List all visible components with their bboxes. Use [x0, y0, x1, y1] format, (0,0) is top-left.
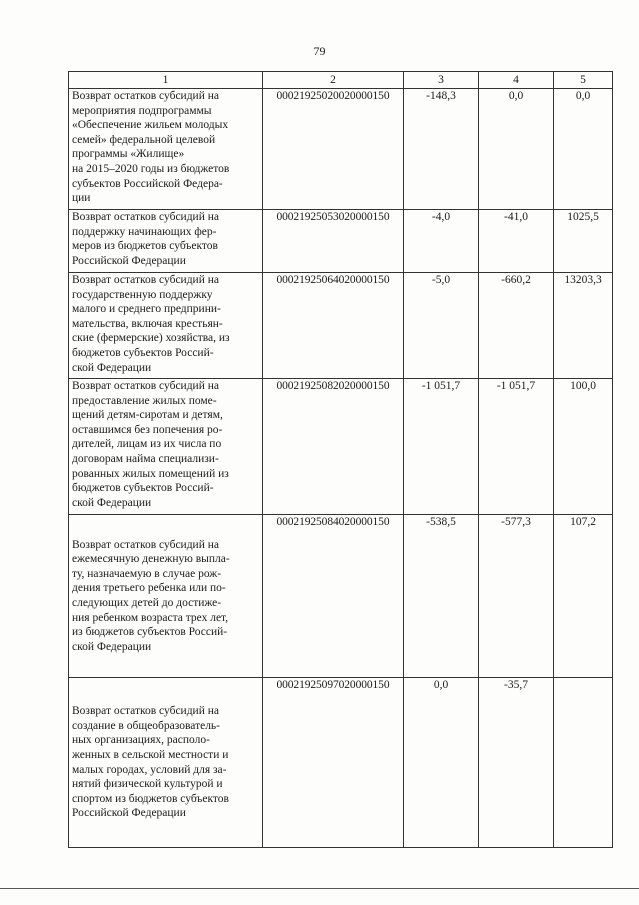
- column-header-5: 5: [554, 72, 613, 89]
- row-code: 00021925097020000150: [263, 678, 404, 848]
- column-header-4: 4: [479, 72, 554, 89]
- column-header-3: 3: [404, 72, 479, 89]
- row-description-text: Возврат остатков субсидий на поддержку начинающих фер- меров из бюджетов субъектов Российской Федерации: [72, 211, 220, 267]
- row-code: 00021925064020000150: [263, 273, 404, 379]
- row-description: [69, 515, 263, 678]
- row-code: 00021925053020000150: [263, 210, 404, 273]
- row-description: [69, 210, 263, 273]
- row-col5: 107,2: [554, 515, 613, 678]
- row-col3: -5,0: [404, 273, 479, 379]
- column-header-2: 2: [263, 72, 404, 89]
- row-col3: 0,0: [404, 678, 479, 848]
- row-description: [69, 379, 263, 515]
- row-description-text: Возврат остатков субсидий на государственную поддержку малого и среднего предприни- мательства, включая крестьян- ские (фермерские) хозяйства, из бюджетов субъектов Россий- ской Федерации: [72, 274, 230, 374]
- row-description: [69, 273, 263, 379]
- bottom-rule: [0, 888, 639, 889]
- table-row: [69, 515, 613, 678]
- row-col5: 1025,5: [554, 210, 613, 273]
- row-col5: 13203,3: [554, 273, 613, 379]
- table-body: [69, 89, 613, 848]
- row-description-text: Возврат остатков субсидий на ежемесячную денежную выпла- ту, назначаемую в случае рож- дения третьего ребенка или по- следующих детей до достиже- ния ребенком возраста трех лет, из бюджетов субъектов Россий- ской Федерации: [72, 538, 230, 653]
- column-header-1: 1: [69, 72, 263, 89]
- row-description: [69, 89, 263, 210]
- page-number: 79: [313, 44, 326, 58]
- row-description-text: Возврат остатков субсидий на предоставление жилых поме- щений детям-сиротам и детям, оставшимся без попечения ро- дителей, лицам из их числа по договорам найма специализи- рованных жилых помещений из бюджетов субъектов Россий- ской Федерации: [72, 380, 229, 509]
- row-code: 00021925020020000150: [263, 89, 404, 210]
- table-header: [69, 72, 613, 89]
- row-col4: -577,3: [479, 515, 554, 678]
- row-col5: 100,0: [554, 379, 613, 515]
- row-col4: -41,0: [479, 210, 554, 273]
- table-row: [69, 89, 613, 210]
- table-row: [69, 210, 613, 273]
- row-description: [69, 678, 263, 848]
- row-col3: -148,3: [404, 89, 479, 210]
- row-code: 00021925084020000150: [263, 515, 404, 678]
- header-row: [69, 72, 613, 89]
- row-col4: -1 051,7: [479, 379, 554, 515]
- row-description-text: Возврат остатков субсидий на создание в общеобразователь- ных организациях, располо- женных в сельской местности и малых городах, условий для за- нятий физической культурой и спортом из бюджетов субъектов Российской Федерации: [72, 705, 229, 820]
- row-code: 00021925082020000150: [263, 379, 404, 515]
- row-col4: 0,0: [479, 89, 554, 210]
- row-col4: -35,7: [479, 678, 554, 848]
- table-row: [69, 678, 613, 848]
- row-col5: [554, 678, 613, 848]
- budget-table: [68, 71, 613, 848]
- row-col3: -538,5: [404, 515, 479, 678]
- table-row: [69, 273, 613, 379]
- table-row: [69, 379, 613, 515]
- row-col3: -1 051,7: [404, 379, 479, 515]
- row-col3: -4,0: [404, 210, 479, 273]
- row-col5: 0,0: [554, 89, 613, 210]
- row-description-text: Возврат остатков субсидий на мероприятия подпрограммы «Обеспечение жильем молодых семей» федеральной целевой программы «Жилище» на 2015–2020 годы из бюджетов субъектов Российской Федера- ции: [72, 90, 230, 205]
- row-col4: -660,2: [479, 273, 554, 379]
